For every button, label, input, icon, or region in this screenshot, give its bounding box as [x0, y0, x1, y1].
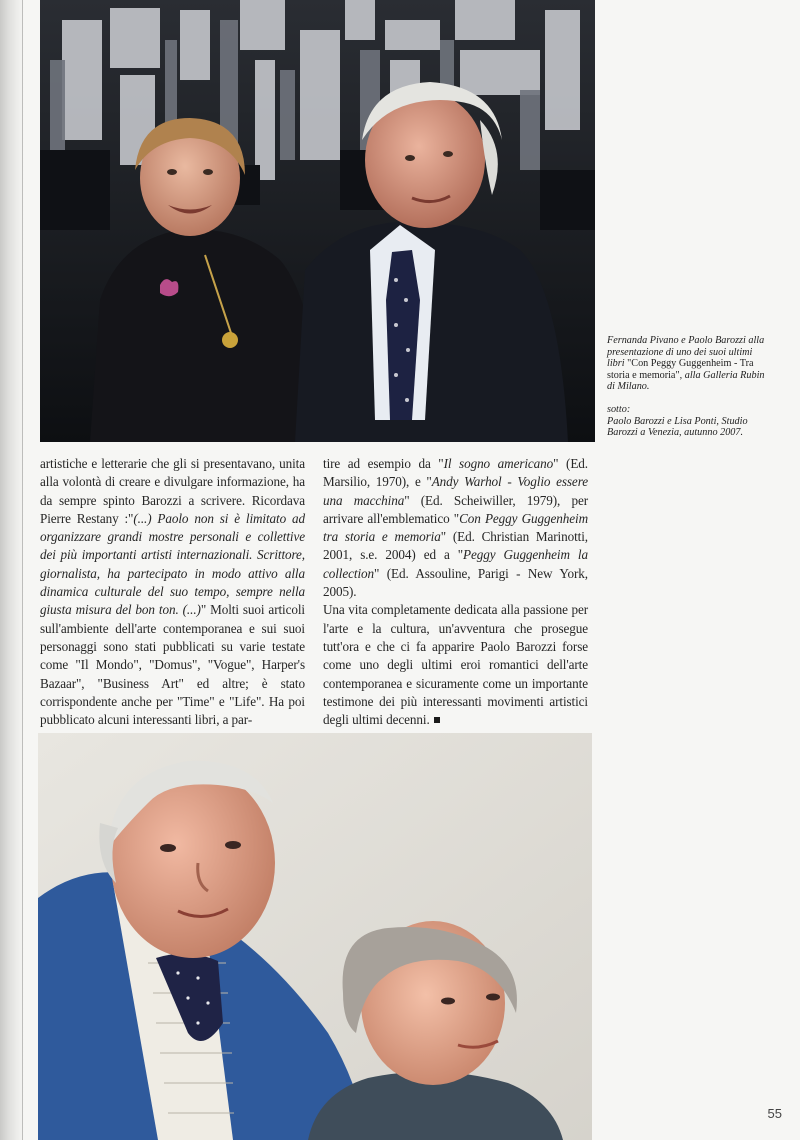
- article-text: " (Ed. Scheiwiller, 1979), per arrivare all'emblematico ": [323, 492, 589, 526]
- article-paragraph-books: [323, 455, 588, 601]
- article-text: artistiche e letterarie che gli si presentavano, unita alla volontà di creare e divulgare informazione, ha da sempre spinto Barozzi a scrivere. Ricordava Pierre Restany :": [40, 456, 305, 526]
- article-text: " (Ed. Christian Marinotti, 2001, s.e. 2004) ed a ": [323, 529, 588, 563]
- article-text: Una vita completamente dedicata alla passione per l'arte e la cultura, un'avventura che prosegue tutt'ora e che ci fa apparire Paolo Barozzi forse come uno degli ultimi eroi romantici dell'arte contemporanea e sicuramente come un importante testimone dei più interessanti movimenti artistici degli ultimi decenni.: [323, 602, 588, 728]
- book-title: Il sogno americano: [443, 456, 554, 471]
- book-title: Andy Warhol - Voglio essere una macchina: [323, 474, 588, 508]
- caption-book-title: "Con Peggy Guggenheim - Tra storia e memoria": [607, 358, 754, 381]
- page-number: 55: [767, 1106, 782, 1121]
- restany-quote: (...) Paolo non si è limitato ad organizzare grandi mostre personali e collettive dei più importanti artisti internazionali. Scrittore, giornalista, ha partecipato in modo attivo alla dinamica culturale del suo tempo, sempre nella giusta misura del bon ton. (...): [40, 510, 306, 618]
- caption-main: [607, 335, 767, 393]
- binding-line: [22, 0, 23, 1140]
- article-column-left: [40, 455, 305, 729]
- end-mark-icon: [434, 717, 440, 723]
- caption-text-start: Fernanda Pivano e Paolo Barozzi alla presentazione di uno dei suoi ultimi libri: [607, 335, 765, 370]
- book-title: Peggy Guggenheim la collection: [323, 547, 588, 581]
- article-text: tire ad esempio da ": [323, 456, 444, 471]
- article-paragraph-closing: [323, 601, 588, 729]
- photo-barozzi-ponti-illustration: [38, 733, 592, 1140]
- article-text: " (Ed. Assouline, Parigi - New York, 2005).: [323, 565, 588, 600]
- article-text: " Molti suoi articoli sull'ambiente dell'arte contemporanea e sui suoi personaggi sono stati pubblicati su varie testate come "Il Mondo", "Domus", "Vogue", Harper's Bazaar", "Business Art" ed altre; è stato corrispondente anche per "Time" e "Life". Ha poi pubblicato alcuni interessanti libri, a par-: [40, 602, 305, 728]
- article-column-right: [323, 455, 588, 729]
- photo-pivano-barozzi: [40, 0, 595, 442]
- photo-barozzi-ponti: [38, 733, 592, 1140]
- caption-secondary: Paolo Barozzi e Lisa Ponti, Studio Barozzi a Venezia, autunno 2007.: [607, 415, 748, 439]
- photo-caption: [607, 335, 767, 439]
- book-title: Con Peggy Guggenheim tra storia e memoria: [323, 510, 588, 545]
- article-paragraph-left: [40, 455, 305, 729]
- caption-text-end: , alla Galleria Rubin di Milano.: [607, 369, 765, 393]
- article-text: " (Ed. Marsilio, 1970), e ": [323, 456, 588, 490]
- photo-pivano-barozzi-illustration: [40, 0, 595, 442]
- caption-sotto-label: sotto:: [607, 403, 631, 415]
- page-gutter-shadow: [0, 0, 24, 1140]
